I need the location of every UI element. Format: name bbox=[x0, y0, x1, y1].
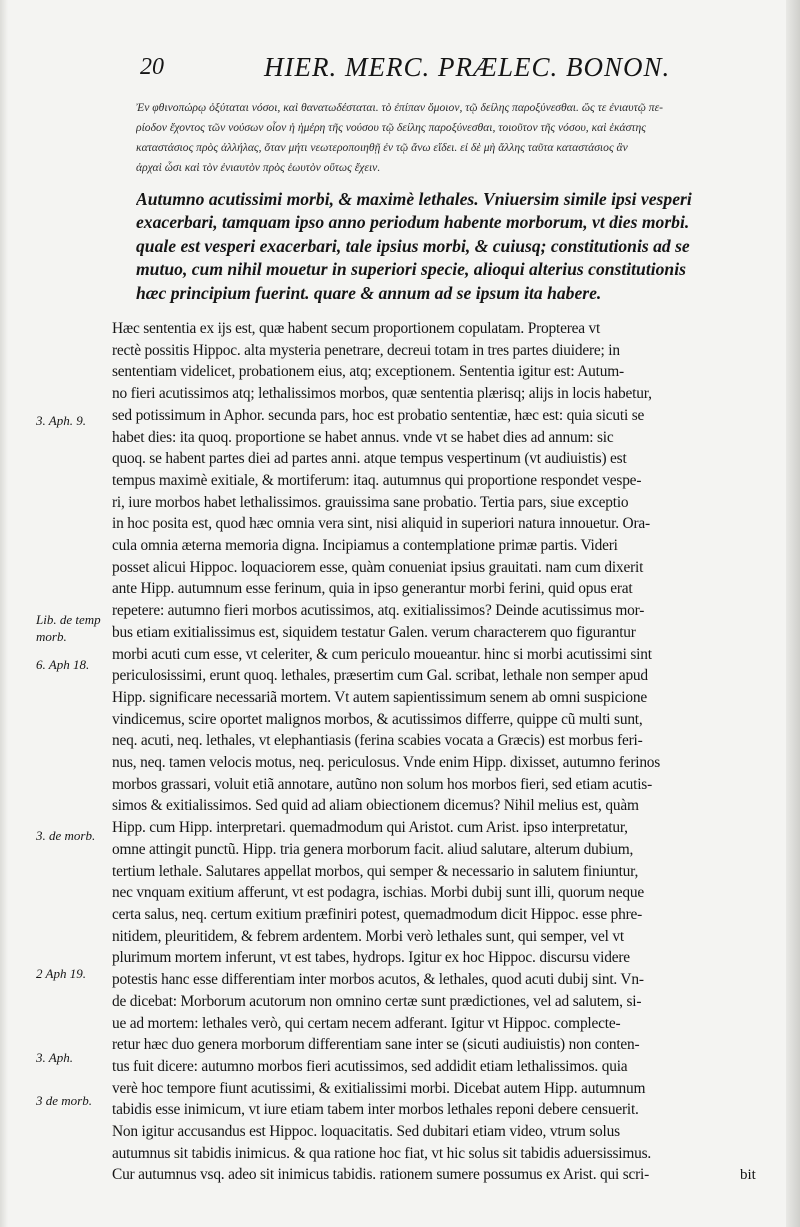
body-line: neq. acuti, neq. lethales, vt elephantiasis (ferina scabies vocata a Græcis) est morbus feri- bbox=[112, 732, 643, 750]
body-line: periculosissimi, erunt quoq. lethales, præsertim cum Gal. scribat, lethale non semper apud bbox=[112, 667, 648, 685]
aphorism-line: quale est vesperi exacerbari, tale ipsius morbi, & cuiusq; constitutionis ad se bbox=[136, 235, 690, 256]
catchword: bit bbox=[740, 1167, 756, 1183]
body-line: verè hoc tempore fiunt acutissimi, & exitialissimi morbi. Dicebat autem Hipp. autumnum bbox=[112, 1079, 646, 1097]
aphorism-latin-block bbox=[136, 188, 776, 305]
body-line: Non igitur accusandus est Hippoc. loquacitatis. Sed dubitari etiam video, vtrum solus bbox=[112, 1123, 620, 1141]
body-line: tertium lethale. Salutares appellat morbos, qui semper & necessario in salutem finiuntur, bbox=[112, 862, 639, 880]
body-line: omne attingit punctũ. Hipp. tria genera morborum facit. aliud salutare, alterum dubium, bbox=[112, 840, 634, 858]
body-line: Cur autumnus vsq. adeo sit inimicus tabidis. rationem sumere possumus ex Arist. qui scri- bbox=[112, 1166, 650, 1184]
body-line: nus, neq. tamen velocis motus, neq. periculosus. Vnde enim Hipp. dixisset, autumno ferinos bbox=[112, 754, 661, 772]
page-gutter-shadow bbox=[0, 0, 8, 1227]
aphorism-line: Autumno acutissimi morbi, & maximè lethales. Vniuersim simile ipsi vesperi bbox=[136, 189, 692, 209]
body-line: posset alicui Hippoc. loquaciorem esse, quàm conueniat ipsius grauitati. nam cum dixerit bbox=[112, 558, 644, 576]
body-line: ante Hipp. autumnum esse ferinum, quia in ipso generantur morbi ferini, quid opus erat bbox=[112, 580, 633, 598]
body-line: Hipp. cum Hipp. interpretari. quemadmodum qui Aristot. cum Arist. ipso interpretatur, bbox=[112, 819, 628, 837]
margin-note: 3. Aph. 9. bbox=[36, 413, 86, 428]
body-line: quoq. se habent partes diei ad partes anni. atque tempus vespertinum (vt audiuistis) est bbox=[112, 450, 627, 468]
body-line: repetere: autumno fieri morbos acutissimos, atq. exitialissimos? Deinde acutissimus mor- bbox=[112, 602, 645, 620]
margin-note: 6. Aph 18. bbox=[36, 657, 90, 672]
body-line: simos & exitialissimos. Sed quid ad aliam obiectionem dicemus? Nihil melius est, quàm bbox=[112, 797, 639, 815]
body-line: vindicemus, scire oportet malignos morbos, & acutissimos differre, quippe cũ multi sunt, bbox=[112, 710, 643, 728]
greek-line: Ἐν φθινοπώρῳ ὀξύταται νόσοι, καὶ θανατωδέσταται. τὸ ἐπίπαν ὅμοιον, τῷ δείλης παροξύνεσθαι. ὥς τε ἐνιαυτῷ πε- bbox=[136, 101, 664, 114]
body-line: rectè possitis Hippoc. alta mysteria penetrare, decreui totam in tres partes diuidere; in bbox=[112, 341, 620, 359]
body-line: plurimum mortem inferunt, vt est tabes, hydrops. Igitur ex hoc Hippoc. discursu videre bbox=[112, 949, 630, 967]
body-line: cula omnia æterna memoria digna. Incipiamus a contemplatione primæ partis. Videri bbox=[112, 537, 618, 555]
running-head: HIER. MERC. PRÆLEC. BONON. bbox=[264, 52, 671, 82]
body-line: sed potissimum in Aphor. secunda pars, hoc est probatio sententiæ, hæc est: quia sicuti se bbox=[112, 406, 645, 424]
greek-text-block bbox=[136, 98, 766, 178]
aphorism-line: exacerbari, tamquam ipso anno periodum habente morborum, vt dies morbi. bbox=[136, 212, 690, 233]
commentary-body bbox=[112, 318, 772, 1186]
page-edge-shadow bbox=[786, 0, 800, 1227]
body-line: sententiam videlicet, probationem eius, atq; exceptionem. Sententia igitur est: Autum- bbox=[112, 363, 624, 381]
margin-note: Lib. de temp bbox=[36, 612, 101, 627]
margin-note: 2 Aph 19. bbox=[36, 966, 86, 981]
body-line: tabidis esse inimicum, vt iure etiam tabem inter morbos lethales reponi debere censuerit. bbox=[112, 1101, 639, 1119]
body-line: morbos grassari, voluit etiã annotare, autũno non solum hos morbos fieri, sed etiam acutis- bbox=[112, 775, 653, 793]
greek-line: ἀρχαὶ ὧσι καὶ τὸν ἐνιαυτὸν πρὸς ἑωυτὸν οὕτως ἔχειν. bbox=[136, 161, 381, 174]
body-line: autumnus sit tabidis inimicus. & qua ratione hoc fiat, vt hic solus sit tabidis aduersissimus. bbox=[112, 1144, 652, 1162]
aphorism-line: hæc principium fuerint. quare & annum ad se ipsum ita habere. bbox=[136, 282, 602, 303]
margin-note: 3. de morb. bbox=[36, 828, 96, 843]
page-header bbox=[140, 52, 700, 86]
body-line: Hæc sententia ex ijs est, quæ habent secum proportionem copulatam. Propterea vt bbox=[112, 320, 601, 337]
margin-note: morb. bbox=[36, 629, 67, 644]
greek-line: καταστάσιος πρὸς ἀλλήλας, ὅταν μήτι νεωτεροποιηθῇ ἐν τῷ ἄνω εἴδει. εἰ δὲ μὴ ἄλλης ταῦτα καταστάσιος ἂν bbox=[136, 141, 628, 154]
margin-note: 3. Aph. bbox=[36, 1050, 73, 1065]
body-line: potestis hanc esse differentiam inter morbos acutos, & lethales, quod acuti dubij sint. Vn- bbox=[112, 971, 644, 989]
body-line: nec vnquam exitium afferunt, vt est podagra, ischias. Morbi dubij sunt illi, quorum neque bbox=[112, 884, 645, 902]
body-line: habet dies: ita quoq. proportione se habet annus. vnde vt se habet dies ad annum: sic bbox=[112, 428, 614, 446]
body-line: in hoc posita est, quod hæc omnia vera sint, nisi aliquid in superiori natura innouetur. Ora- bbox=[112, 515, 650, 533]
body-line: ri, iure morbos habet lethalissimos. grauissima sane probatio. Tertia pars, siue exceptio bbox=[112, 493, 629, 511]
body-line: bus etiam exitialissimus est, siquidem testatur Galen. verum characterem quo figurantur bbox=[112, 623, 636, 641]
body-line: nitidem, pleuritidem, & febrem ardentem. Morbi verò lethales sunt, qui semper, vel vt bbox=[112, 927, 624, 945]
body-line: retur hæc duo genera morborum differentiam sane inter se (sicuti audiuistis) non conten- bbox=[112, 1036, 640, 1054]
body-line: tempus maximè exitiale, & mortiferum: itaq. autumnus qui proportione respondet vespe- bbox=[112, 471, 642, 489]
margin-note: 3 de morb. bbox=[36, 1093, 92, 1108]
body-line: tus fuit dicere: autumno morbos fieri acutissimos, sed addidit etiam lethalissimos. quia bbox=[112, 1057, 628, 1075]
body-line: no fieri acutissimos atq; lethalissimos morbos, quæ sententia plærisq; alijs in locis habetur, bbox=[112, 385, 652, 403]
aphorism-line: mutuo, cum nihil mouetur in superiori specie, alioqui alterius constitutionis bbox=[136, 259, 686, 280]
greek-line: ρίοδον ἔχοντος τῶν νούσων οἷον ἡ ἡμέρη τῆς νούσου τῷ δείλης παροξύνεσθαι, τοιοῦτον τῆς νόσου, καὶ ἑκάστης bbox=[136, 121, 646, 134]
body-line: morbi acuti cum esse, vt celeriter, & cum periculo moueantur. hinc si morbi acutissimi sint bbox=[112, 645, 652, 663]
body-line: de dicebat: Morborum acutorum non omnino certæ sunt prædictiones, vel ad salutem, si- bbox=[112, 992, 642, 1010]
body-line: Hipp. significare necessariã mortem. Vt autem sapientissimum senem ab omni suspicione bbox=[112, 688, 647, 706]
page-number: 20 bbox=[140, 54, 164, 80]
body-line: ue ad mortem: lethales verò, qui certam necem adferant. Igitur vt Hippoc. complecte- bbox=[112, 1014, 621, 1032]
body-line: certa salus, neq. certum exitium præfiniri potest, quemadmodum dicit Hippoc. esse phre- bbox=[112, 905, 643, 923]
